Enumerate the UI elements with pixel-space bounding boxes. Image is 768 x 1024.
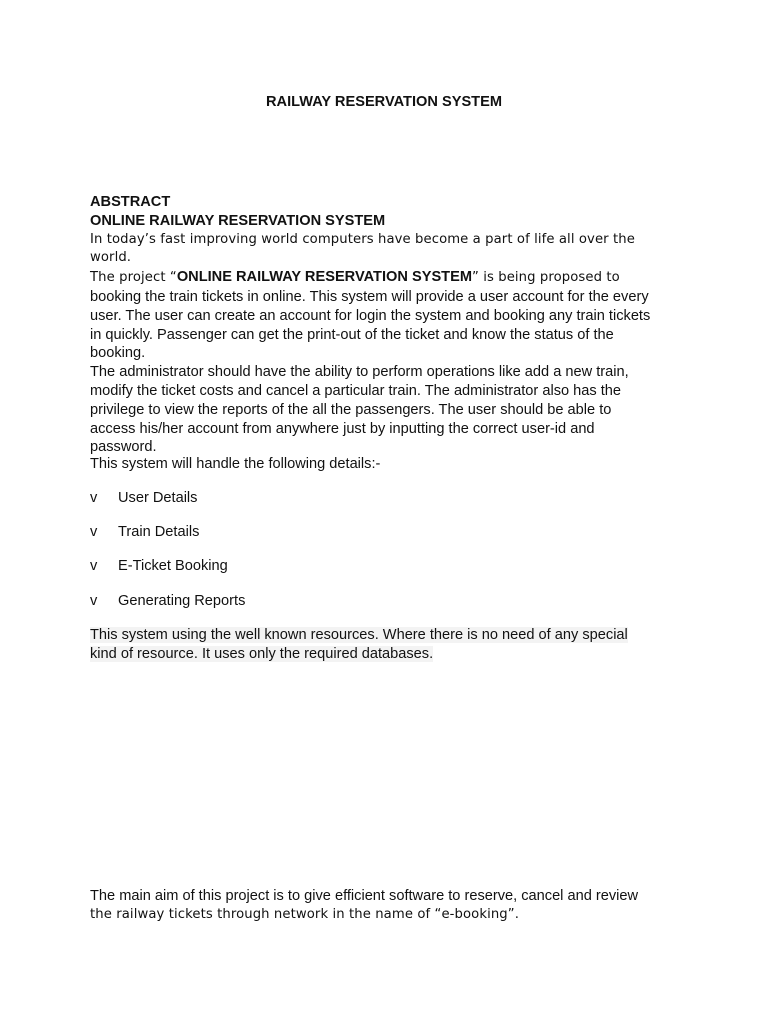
description-line: booking. bbox=[90, 345, 146, 362]
bullet-marker: v bbox=[90, 490, 98, 506]
aim-line: The main aim of this project is to give efficient software to reserve, cancel and review bbox=[90, 888, 639, 904]
admin-line: privilege to view the reports of the all the passengers. The user should be able to bbox=[90, 401, 612, 418]
bullet-marker: v bbox=[90, 524, 98, 540]
resources-line: This system using the well known resources. Where there is no need of any special bbox=[90, 627, 628, 643]
admin-line: password. bbox=[90, 439, 157, 456]
project-line bbox=[90, 268, 680, 288]
bullet-marker: v bbox=[90, 558, 98, 574]
project-name: ONLINE RAILWAY RESERVATION SYSTEM bbox=[176, 269, 472, 286]
list-item bbox=[90, 523, 490, 543]
list-item-label: Generating Reports bbox=[118, 593, 246, 609]
list-item-label: User Details bbox=[118, 490, 198, 506]
intro-line: In today’s fast improving world computers have become a part of life all over the world. bbox=[90, 231, 635, 266]
list-item bbox=[90, 557, 490, 577]
project-prefix: The project “ bbox=[90, 270, 177, 286]
project-suffix: ” is being proposed to bbox=[471, 270, 620, 286]
aim-line: the railway tickets through network in the name of “e-booking”. bbox=[90, 906, 519, 922]
description-line: user. The user can create an account for login the system and booking any train tickets bbox=[90, 307, 651, 324]
abstract-section bbox=[90, 193, 680, 457]
resources-line: kind of resource. It uses only the required databases. bbox=[90, 645, 434, 662]
details-intro: This system will handle the following details:- bbox=[90, 456, 381, 472]
description-line: in quickly. Passenger can get the print-out of the ticket and know the status of the bbox=[90, 326, 614, 343]
admin-line: access his/her account from anywhere just by inputting the correct user-id and bbox=[90, 420, 595, 437]
resources-paragraph bbox=[90, 626, 680, 664]
admin-line: The administrator should have the ability to perform operations like add a new train, bbox=[90, 364, 629, 381]
abstract-heading: ABSTRACT bbox=[90, 194, 171, 210]
list-item bbox=[90, 592, 490, 612]
list-item bbox=[90, 489, 490, 509]
admin-line: modify the ticket costs and cancel a particular train. The administrator also has the bbox=[90, 382, 622, 399]
description-line: booking the train tickets in online. This system will provide a user account for the every bbox=[90, 288, 649, 305]
list-item-label: Train Details bbox=[118, 524, 200, 540]
document-title: RAILWAY RESERVATION SYSTEM bbox=[266, 94, 502, 110]
aim-paragraph bbox=[90, 887, 680, 925]
list-item-label: E-Ticket Booking bbox=[118, 558, 228, 574]
bullet-marker: v bbox=[90, 593, 98, 609]
system-heading: ONLINE RAILWAY RESERVATION SYSTEM bbox=[90, 212, 386, 229]
